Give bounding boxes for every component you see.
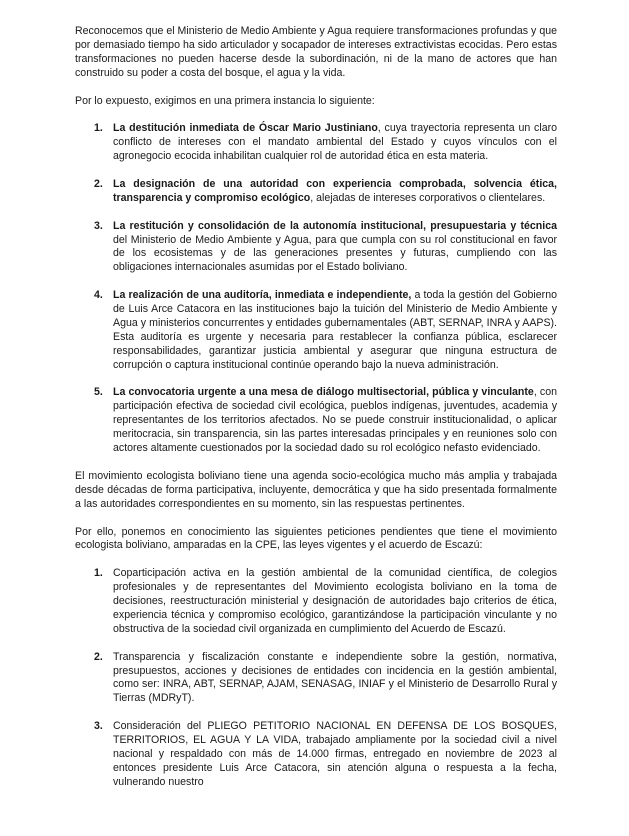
demand-number: 2.	[94, 177, 103, 190]
demand-item	[75, 178, 557, 206]
petition-item	[75, 651, 557, 707]
petition-item	[75, 720, 557, 790]
demand-item	[75, 386, 557, 456]
petition-item	[75, 567, 557, 637]
petition-text: Consideración del PLIEGO PETITORIO NACIONAL EN DEFENSA DE LOS BOSQUES, TERRITORIOS, EL AGUA Y LA VIDA, trabajado ampliamente por la sociedad civil a nivel nacional y respaldado con más de 14.000 firmas, entregado en noviembre de 2023 al entonces presidente Luis Arce Catacora, sin atención alguna o respuesta a la fecha, vulnerando nuestro	[113, 720, 557, 788]
document-page	[75, 25, 557, 804]
demand-item	[75, 122, 557, 164]
demand-text: , con participación efectiva de sociedad civil ecológica, pueblos indígenas, juventudes, academia y representantes de los territorios afectados. No se puede construir institucionalidad, o aplicar meritocracia, sin transparencia, sin las partes interesadas principales y en reuniones solo con actores altamente cuestionados por la sociedad dado su rol ecológico nefasto evidenciado.	[113, 386, 558, 455]
petition-number: 1.	[94, 567, 103, 580]
demand-heading: La realización de una auditoría, inmediata e independiente,	[113, 289, 412, 302]
petition-text: Coparticipación activa en la gestión ambiental de la comunidad científica, de colegios profesionales y de representantes del Movimiento ecologista boliviano en la toma de decisiones, reestructuración ministerial y designación de autoridades bajo criterios de ética, experiencia técnica y compromiso ecológico, garantizándose la participación vinculante y no obstructiva de la sociedad civil organizada en cumplimiento del Acuerdo de Escazú.	[113, 567, 557, 635]
demand-text: , alejadas de intereses corporativos o clientelares.	[310, 191, 546, 204]
intro-paragraph: Reconocemos que el Ministerio de Medio Ambiente y Agua requiere transformaciones profundas y que por demasiado tiempo ha sido articulador y socapador de intereses extractivistas ecocidas. Pero estas transformaciones no pueden hacerse desde la subordinación, ni de la mano de actores que han construido su poder a costa del bosque, el agua y la vida.	[75, 25, 557, 79]
demand-text: del Ministerio de Medio Ambiente y Agua, para que cumpla con su rol constitucional en favor de los ecosistemas y de las generaciones presentes y futuras, cumpliendo con las obligaciones internacionales asumidas por el Estado boliviano.	[113, 233, 557, 274]
demand-number: 5.	[94, 386, 103, 399]
demand-number: 4.	[94, 289, 103, 302]
demand-number: 3.	[94, 219, 103, 232]
demand-text: a toda la gestión del Gobierno de Luis Arce Catacora en las instituciones bajo la tuición del Ministerio de Medio Ambiente y Agua y ministerios concurrentes y entidades gubernamentales (ABT, SERNAP, INRA y AAPS). Esta auditoría es urgente y necesaria para restablecer la confianza pública, esclarecer responsabilidades, garantizar justicia ambiental y asegurar que ninguna estructura de corrupción o captura institucional continúe operando bajo la nueva administración.	[113, 289, 557, 371]
demands-list	[75, 122, 557, 456]
petition-number: 3.	[94, 720, 103, 733]
demand-heading: La convocatoria urgente a una mesa de diálogo multisectorial, pública y vinculante	[113, 386, 534, 399]
demand-heading: La designación de una autoridad con experiencia comprobada, solvencia ética, transparencia y compromiso ecológico	[113, 177, 557, 204]
demand-item	[75, 220, 557, 276]
agenda-paragraph: El movimiento ecologista boliviano tiene una agenda socio-ecológica mucho más amplia y trabajada desde décadas de forma participativa, incluyente, democrática y que ha sido presentada formalmente a las autoridades correspondientes en su momento, sin las respuestas pertinentes.	[75, 469, 557, 510]
petitions-intro: Por ello, ponemos en conocimiento las siguientes peticiones pendientes que tiene el movimiento ecologista boliviano, amparadas en la CPE, las leyes vigentes y el acuerdo de Escazú:	[75, 525, 557, 552]
demands-intro: Por lo expuesto, exigimos en una primera instancia lo siguiente:	[75, 94, 375, 107]
demand-heading: La destitución inmediata de Óscar Mario Justiniano	[113, 122, 378, 135]
demand-number: 1.	[94, 122, 103, 135]
petitions-list	[75, 567, 557, 789]
demand-heading: La restitución y consolidación de la autonomía institucional, presupuestaria y técnica	[113, 219, 557, 232]
petition-number: 2.	[94, 650, 103, 663]
demand-text: , cuya trayectoria representa un claro conflicto de intereses con el mandato ambiental del Estado y cuyos vínculos con el agronegocio ecocida inhabilitan cualquier rol de autoridad ética en esta materia.	[113, 122, 557, 163]
petition-text: Transparencia y fiscalización constante e independiente sobre la gestión, normativa, presupuestos, acciones y decisiones de entidades con incidencia en la gestión ambiental, como ser: INRA, ABT, SERNAP, AJAM, SENASAG, INIAF y el Ministerio de Desarrollo Rural y Tierras (MDRyT).	[113, 650, 557, 705]
demand-item	[75, 289, 557, 372]
